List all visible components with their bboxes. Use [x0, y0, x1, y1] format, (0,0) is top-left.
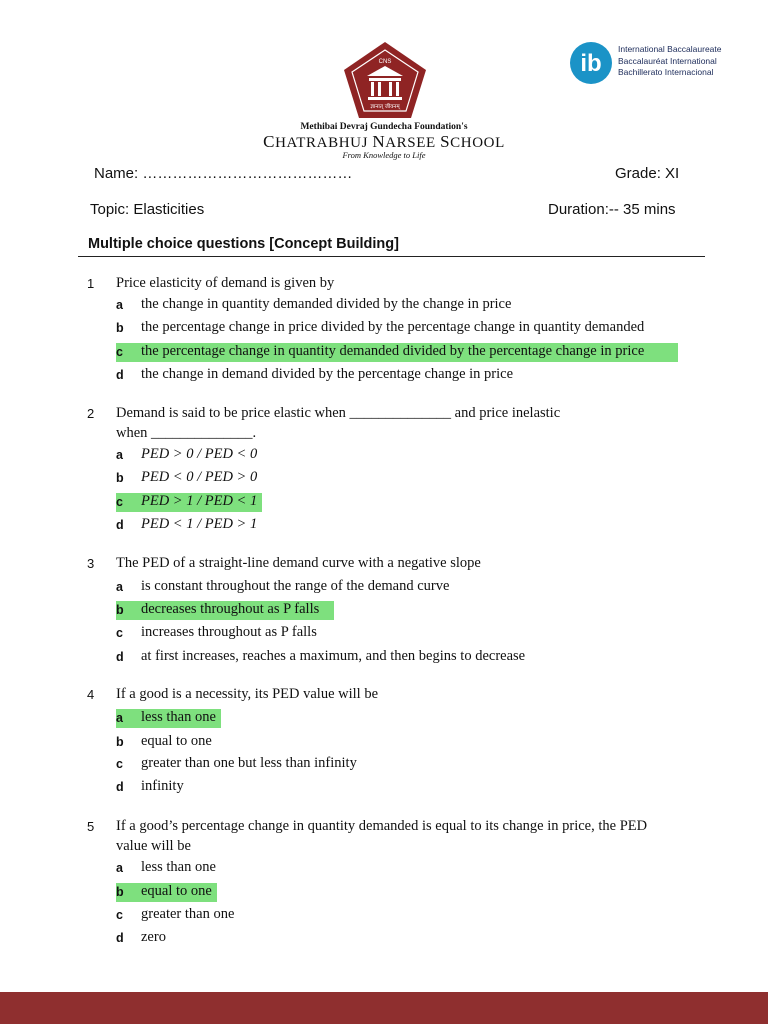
- option-text: increases throughout as P falls: [141, 624, 317, 640]
- question-text: Price elasticity of demand is given by: [116, 275, 335, 291]
- topic-label: Topic: Elasticities: [90, 201, 205, 218]
- option-letter: d: [116, 518, 124, 532]
- option-text-correct: less than one: [141, 709, 216, 725]
- question-text-line1: Demand is said to be price elastic when ______________ and price inelastic: [116, 405, 561, 421]
- option-letter: c: [116, 345, 123, 359]
- option-letter: b: [116, 603, 124, 617]
- ib-circle-icon: [570, 42, 612, 84]
- option-text: PED > 0 / PED < 0: [141, 446, 258, 462]
- section-divider: [78, 256, 705, 257]
- document-header: [0, 0, 768, 160]
- question-text: If a good is a necessity, its PED value will be: [116, 686, 379, 702]
- option-letter: c: [116, 908, 123, 922]
- option-text: the change in quantity demanded divided by the change in price: [141, 296, 512, 312]
- question-text: The PED of a straight-line demand curve with a negative slope: [116, 555, 481, 571]
- option-letter: b: [116, 885, 124, 899]
- option-text: greater than one but less than infinity: [141, 755, 357, 771]
- option-letter: d: [116, 368, 124, 382]
- option-letter: a: [116, 580, 123, 594]
- question-number: 2: [87, 406, 95, 421]
- question-text-line1: If a good’s percentage change in quantity demanded is equal to its change in price, the PED: [116, 818, 648, 834]
- option-letter: c: [116, 626, 123, 640]
- option-letter: d: [116, 780, 124, 794]
- school-logo: [342, 40, 428, 120]
- school-name: CHATRABHUJ NARSEE SCHOOL: [263, 132, 505, 151]
- question-number: 1: [87, 276, 95, 291]
- ib-mark: ib: [580, 50, 602, 77]
- option-text: PED < 1 / PED > 1: [141, 516, 258, 532]
- option-text: the percentage change in price divided by the percentage change in quantity demanded: [141, 319, 645, 335]
- option-text: is constant throughout the range of the demand curve: [141, 578, 450, 594]
- option-letter: b: [116, 735, 124, 749]
- option-text: zero: [141, 929, 166, 945]
- option-text: at first increases, reaches a maximum, and then begins to decrease: [141, 648, 526, 664]
- school-motto: From Knowledge to Life: [342, 150, 426, 160]
- option-letter: d: [116, 650, 124, 664]
- option-text-correct: PED > 1 / PED < 1: [141, 493, 258, 509]
- question-number: 3: [87, 556, 95, 571]
- option-letter: c: [116, 495, 123, 509]
- option-letter: a: [116, 861, 123, 875]
- option-text-correct: equal to one: [141, 883, 212, 899]
- grade-label: Grade: XI: [615, 165, 680, 182]
- option-letter: b: [116, 321, 124, 335]
- ib-text: International Baccalaureate Baccalauréat International Bachillerato Internacional: [618, 44, 722, 77]
- option-text: greater than one: [141, 906, 235, 922]
- student-name-field: Name: ……………………………………: [94, 165, 353, 182]
- foundation-name: Methibai Devraj Gundecha Foundation's: [300, 122, 468, 132]
- question-number: 4: [87, 687, 95, 702]
- logo-caption: ज्ञानात् जीवनम्: [370, 104, 400, 110]
- option-text: equal to one: [141, 733, 212, 749]
- option-letter: a: [116, 298, 123, 312]
- option-text: PED < 0 / PED > 0: [141, 469, 258, 485]
- option-letter: a: [116, 711, 123, 725]
- option-text: less than one: [141, 859, 216, 875]
- option-letter: a: [116, 448, 123, 462]
- option-letter: b: [116, 471, 124, 485]
- footer-band: [0, 992, 768, 1024]
- option-letter: c: [116, 757, 123, 771]
- option-letter: d: [116, 931, 124, 945]
- section-title: Multiple choice questions [Concept Building]: [88, 236, 399, 252]
- option-text: the change in demand divided by the percentage change in price: [141, 366, 514, 382]
- question-text-line2: value will be: [116, 838, 191, 854]
- option-text-correct: the percentage change in quantity demanded divided by the percentage change in price: [141, 343, 645, 359]
- option-text: infinity: [141, 778, 184, 794]
- ib-logo: [566, 40, 746, 90]
- option-text-correct: decreases throughout as P falls: [141, 601, 320, 617]
- logo-initials: CNS: [378, 59, 392, 65]
- question-text-line2: when ______________.: [116, 425, 257, 441]
- question-number: 5: [87, 819, 95, 834]
- duration-label: Duration:-- 35 mins: [548, 201, 676, 218]
